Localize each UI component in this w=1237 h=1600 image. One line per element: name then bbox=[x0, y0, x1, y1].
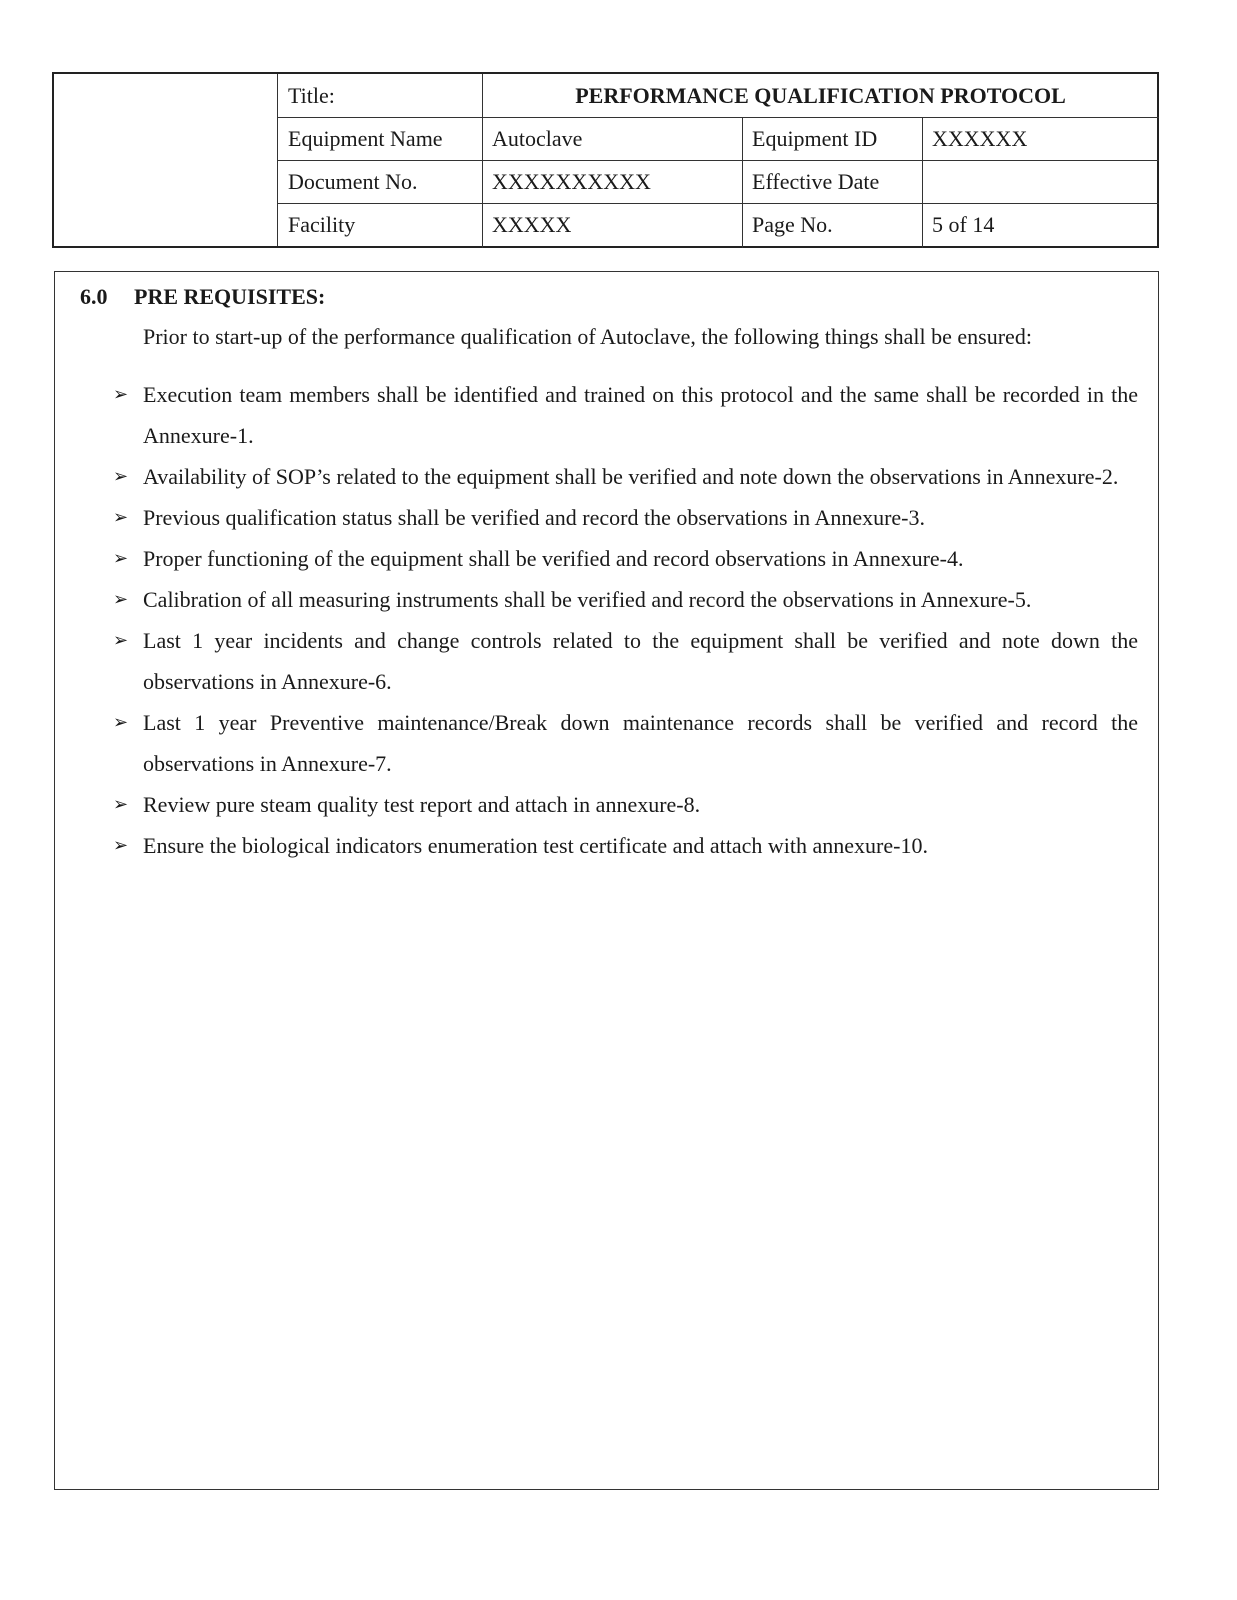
equipment-id-label: Equipment ID bbox=[752, 126, 878, 151]
document-no-label: Document No. bbox=[288, 169, 418, 194]
facility-label: Facility bbox=[288, 212, 356, 237]
arrow-bullet-icon: ➢ bbox=[113, 630, 129, 651]
equipment-id-value: XXXXXX bbox=[932, 126, 1028, 151]
list-item bbox=[113, 579, 1138, 620]
arrow-bullet-icon: ➢ bbox=[113, 712, 129, 733]
list-item bbox=[113, 825, 1138, 866]
section-intro: Prior to start-up of the performance qualification of Autoclave, the following things shall be ensured: bbox=[143, 324, 1032, 349]
list-item-text: Previous qualification status shall be verified and record the observations in Annexure-3. bbox=[143, 505, 926, 530]
document-header-table bbox=[52, 72, 1159, 248]
list-item bbox=[113, 784, 1138, 825]
document-no-value: XXXXXXXXXX bbox=[492, 169, 651, 194]
list-item bbox=[113, 702, 1138, 784]
document-title: PERFORMANCE QUALIFICATION PROTOCOL bbox=[575, 83, 1066, 108]
list-item bbox=[113, 620, 1138, 702]
section-title: PRE REQUISITES: bbox=[134, 284, 326, 309]
arrow-bullet-icon: ➢ bbox=[113, 466, 129, 487]
facility-value: XXXXX bbox=[492, 212, 572, 237]
list-item-text: Proper functioning of the equipment shall be verified and record observations in Annexure-4. bbox=[143, 546, 964, 571]
list-item-text: Execution team members shall be identified and trained on this protocol and the same shall be recorded in the Annexure-1. bbox=[143, 382, 1138, 448]
logo-cell bbox=[54, 74, 278, 246]
effective-date-label: Effective Date bbox=[752, 169, 880, 194]
equipment-name-value: Autoclave bbox=[492, 126, 583, 151]
arrow-bullet-icon: ➢ bbox=[113, 794, 129, 815]
list-item-text: Availability of SOP’s related to the equipment shall be verified and note down the observations in Annexure-2. bbox=[143, 464, 1119, 489]
list-item bbox=[113, 538, 1138, 579]
arrow-bullet-icon: ➢ bbox=[113, 835, 129, 856]
title-label: Title: bbox=[288, 83, 335, 108]
page-no-label: Page No. bbox=[752, 212, 833, 237]
list-item bbox=[113, 456, 1138, 497]
prerequisite-list bbox=[113, 374, 1138, 866]
list-item-text: Calibration of all measuring instruments shall be verified and record the observations in Annexure-5. bbox=[143, 587, 1032, 612]
list-item-text: Last 1 year Preventive maintenance/Break down maintenance records shall be verified and record the observations in Annexure-7. bbox=[143, 710, 1138, 776]
list-item bbox=[113, 497, 1138, 538]
arrow-bullet-icon: ➢ bbox=[113, 548, 129, 569]
page-no-value: 5 of 14 bbox=[932, 212, 995, 237]
list-item-text: Last 1 year incidents and change controls related to the equipment shall be verified and note down the observations in Annexure-6. bbox=[143, 628, 1138, 694]
section-number: 6.0 bbox=[80, 284, 108, 309]
equipment-name-label: Equipment Name bbox=[288, 126, 443, 151]
list-item-text: Review pure steam quality test report and attach in annexure-8. bbox=[143, 792, 701, 817]
list-item-text: Ensure the biological indicators enumeration test certificate and attach with annexure-10. bbox=[143, 833, 928, 858]
arrow-bullet-icon: ➢ bbox=[113, 384, 129, 405]
arrow-bullet-icon: ➢ bbox=[113, 589, 129, 610]
section-heading bbox=[80, 282, 325, 312]
list-item bbox=[113, 374, 1138, 456]
arrow-bullet-icon: ➢ bbox=[113, 507, 129, 528]
